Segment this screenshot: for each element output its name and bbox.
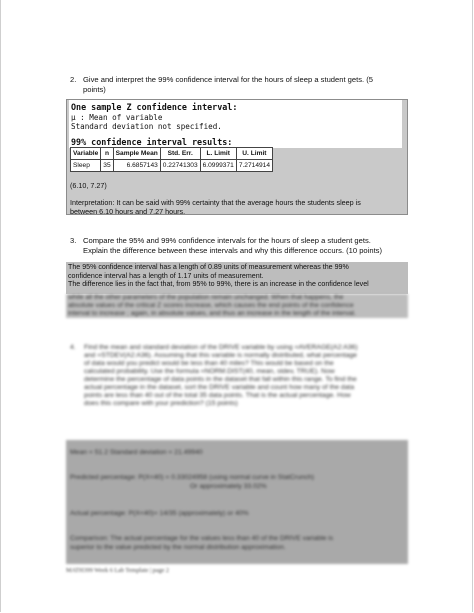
answer-box-2 (66, 99, 408, 215)
page-footer: MATH399 Week 6 Lab Template | page 2 (66, 567, 170, 574)
table-cell: 35 (101, 160, 113, 172)
sd-line: Standard deviation not specified. (71, 122, 222, 131)
mean-sd-line: Mean = 51.2 Standard deviation = 21.49940 (70, 449, 203, 456)
question-text-cont: points) (83, 84, 106, 94)
table-cell: 6.6857143 (113, 160, 160, 172)
answer-line: absolute values of the critical Z scores increase, which causes the end points of the confidence (68, 302, 354, 309)
comparison-line: Comparison: The actual percentage for the values less than 40 of the DRIVE variable is (70, 535, 334, 542)
question-number: 2. (70, 75, 77, 84)
answer-line: The difference lies in the fact that, from 95% to 99%, there is an increase in the confidence level (68, 280, 369, 289)
question-4-line: of data would you predict would be less than 40 miles? This would be based on the (84, 360, 334, 367)
interval-text: (6.10, 7.27) (70, 181, 107, 190)
table-cell: 6.0999371 (200, 160, 236, 172)
question-text: Compare the 95% and 99% confidence intervals for the hours of sleep a student gets. (83, 236, 371, 245)
predicted-line: Predicted percentage: P(X<40) = 0.33024958 (using normal curve in StatCrunch) (70, 474, 315, 481)
question-text: Give and interpret the 99% confidence interval for the hours of sleep a student gets. (5 (83, 75, 374, 84)
question-number: 4. (70, 344, 76, 351)
table-cell: 7.2714914 (236, 160, 272, 172)
mu-line: μ : Mean of variable (71, 113, 163, 122)
question-4-line: does this compare with your prediction? (15 points) (84, 400, 238, 407)
table-header-row (71, 148, 273, 160)
table-cell: 0.22741303 (160, 160, 200, 172)
answer-line: confidence interval has a length of 1.17 units of measurement. (68, 271, 264, 280)
table-header: U. Limit (236, 148, 272, 160)
results-table (70, 147, 273, 172)
question-number: 3. (70, 236, 77, 245)
table-header: L. Limit (200, 148, 236, 160)
question-4-line: points are less than 40 out of the total 35 data points. That is the actual percentage. How (84, 392, 351, 399)
answer-line: while all the other parameters of the population remain unchanged. When that happens, the (68, 294, 344, 301)
table-header: Sample Mean (113, 148, 160, 160)
answer-line: interval to increase ; again, in absolute values, and thus an increase in the length of the interval. (68, 310, 356, 317)
blurred-region (0, 282, 474, 613)
answer-box-3-cont (66, 294, 408, 318)
question-4-line: calculated probability. Use the formula =NORM.DIST(40, mean, stdev, TRUE). Now (84, 368, 335, 375)
question-4-line: actual percentage in the dataset, sort the DRIVE variable and count how many of the data (84, 384, 355, 391)
interpretation-line: between 6.10 hours and 7.27 hours. (70, 207, 186, 216)
actual-line: Actual percentage: P(X<40)= 14/35 (approximately) or 40% (70, 510, 249, 517)
table-row (71, 160, 273, 172)
question-4-line: determine the percentage of data points in the dataset that fall within this range. To find the (84, 376, 357, 383)
results-title: 99% confidence interval results: (71, 137, 233, 147)
table-header: n (101, 148, 113, 160)
question-text-cont: Explain the difference between these intervals and why this difference occurs. (10 points) (83, 245, 382, 255)
table-cell: Sleep (71, 160, 101, 172)
answer-box-4 (66, 440, 408, 564)
question-4-line: Find the mean and standard deviation of the DRIVE variable by using =AVERAGE(A2:A36) (84, 344, 358, 351)
interpretation-line: Interpretation: It can be said with 99% certainty that the average hours the students sleep is (70, 198, 361, 207)
table-header: Variable (71, 148, 101, 160)
table-header: Std. Err. (160, 148, 200, 160)
answer-line: The 95% confidence interval has a length of 0.89 units of measurement whereas the 99% (68, 263, 349, 271)
predicted-line-2: Or approximately 33.02% (190, 483, 267, 490)
output-title: One sample Z confidence interval: (71, 102, 238, 112)
question-4-line: and =STDEV(A2:A36). Assuming that this variable is normally distributed, what percentage (84, 352, 357, 359)
comparison-line: superior to the value predicted by the normal distribution approximation. (70, 544, 286, 551)
